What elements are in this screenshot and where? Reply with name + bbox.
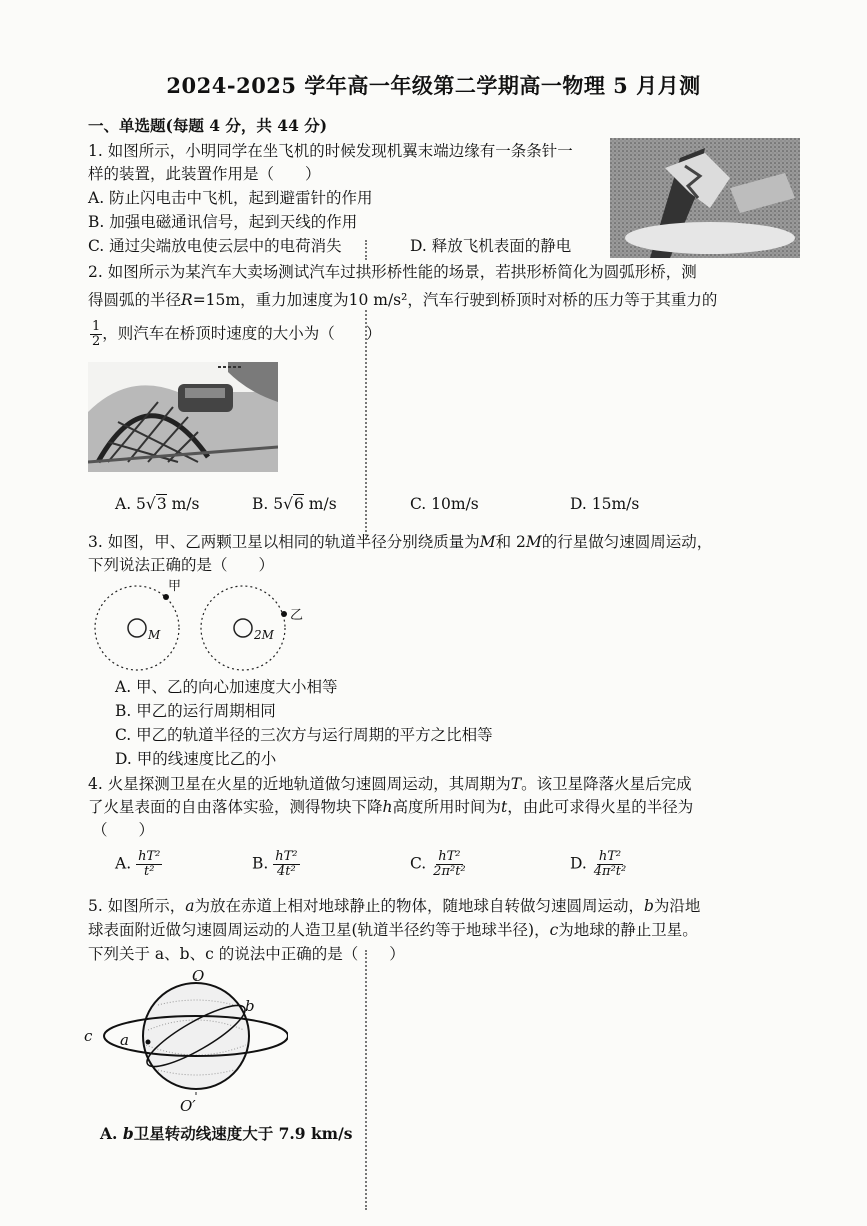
q1-option-d: D. 释放飞机表面的静电 — [410, 237, 572, 255]
arch-bridge-photo — [88, 362, 278, 472]
q4-a-fraction — [136, 850, 162, 879]
q4-b-num: hT² — [275, 849, 298, 864]
q2-stem-line3 — [90, 320, 381, 349]
q3-option-a: A. 甲、乙的向心加速度大小相等 — [115, 678, 338, 696]
q5-stem-line1 — [88, 896, 700, 916]
q3-option-c: C. 甲乙的轨道半径的三次方与运行周期的平方之比相等 — [115, 726, 493, 744]
q5-stem-line3: 下列关于 a、b、c 的说法中正确的是（ ） — [88, 945, 405, 963]
q2-gravity-value: 10 m/s² — [348, 291, 408, 309]
q2-option-b — [252, 494, 337, 514]
q2-stem-line2 — [88, 290, 717, 310]
q3-text-mid: 和 2 — [495, 533, 526, 551]
label-O-prime: O′ — [180, 1097, 196, 1115]
q4-stem-line1 — [88, 774, 692, 794]
q5-var-c: c — [549, 921, 559, 939]
q4-option-b — [252, 850, 300, 879]
center-dotted-line-1 — [365, 240, 367, 260]
label-O: O — [192, 967, 205, 985]
q4-option-c — [410, 850, 468, 879]
q4-d-label: D. — [570, 854, 587, 873]
q4-a-label: A. — [115, 854, 132, 873]
q2-a-unit: m/s — [166, 495, 200, 513]
q4-d-den: 4π²t² — [593, 864, 627, 879]
q4-text-1a: 4. 火星探测卫星在火星的近地轨道做匀速圆周运动，其周期为 — [88, 775, 511, 793]
q5-stem-line2 — [88, 920, 698, 940]
q4-text-2b: 高度所用时间为 — [392, 798, 502, 816]
q2-stem-line1: 2. 如图所示为某汽车大卖场测试汽车过拱形桥性能的场景，若拱形桥简化为圆弧形桥，测 — [88, 263, 697, 281]
q5-text-2a: 球表面附近做匀速圆周运动的人造卫星(轨道半径约等于地球半径)， — [88, 921, 550, 939]
q4-var-t: t — [501, 798, 508, 816]
q2-frac-den: 2 — [92, 334, 101, 349]
q4-c-den: 2π²t² — [433, 864, 466, 879]
q5-text-1a: 5. 如图所示， — [88, 897, 186, 915]
q4-c-num: hT² — [438, 849, 461, 864]
q2-b-unit: m/s — [303, 495, 337, 513]
section-heading: 一、单选题(每题 4 分，共 44 分) — [88, 116, 328, 135]
q5-a-text: 卫星转动线速度大于 7.9 km/s — [133, 1124, 353, 1143]
q5-text-1c: 为沿地 — [653, 897, 701, 915]
label-a: a — [120, 1031, 129, 1049]
q3-var-2M: M — [525, 533, 542, 551]
q2-var-R: R — [181, 291, 193, 309]
q4-stem-line3: （ ） — [92, 821, 155, 839]
q4-b-den: 4t² — [277, 864, 296, 879]
q2-text-a: 得圆弧的半径 — [88, 291, 182, 309]
q5-option-a — [100, 1124, 352, 1144]
label-yi: 乙 — [290, 608, 304, 623]
q2-option-d: D. 15m/s — [570, 495, 640, 513]
center-dotted-line-3 — [365, 950, 367, 1210]
wingtip-photo — [610, 138, 800, 258]
q5-a-var: b — [122, 1124, 134, 1143]
q1-option-a: A. 防止闪电击中飞机，起到避雷针的作用 — [88, 189, 373, 207]
label-c: c — [84, 1027, 93, 1045]
q1-stem-line2: 样的装置，此装置作用是（ ） — [88, 165, 321, 183]
label-2M: 2M — [254, 628, 274, 642]
q2-fraction — [90, 320, 102, 349]
q4-text-2c: ，由此可求得火星的半径为 — [507, 798, 694, 816]
q5-a-label: A. — [100, 1124, 118, 1143]
q3-option-b: B. 甲乙的运行周期相同 — [115, 702, 276, 720]
q4-c-label: C. — [410, 854, 427, 873]
q4-text-1b: 。该卫星降落火星后完成 — [521, 775, 692, 793]
q4-d-num: hT² — [598, 849, 622, 864]
q4-b-fraction — [273, 850, 299, 879]
q2-b-radicand: 6 — [294, 495, 304, 513]
q3-text-1: 3. 如图，甲、乙两颗卫星以相同的轨道半径分别绕质量为 — [88, 533, 480, 551]
q4-stem-line2 — [88, 797, 693, 817]
q2-text-line3: ，则汽车在桥顶时速度的大小为（ ） — [102, 324, 382, 343]
q1-stem-line1: 1. 如图所示，小明同学在坐飞机的时候发现机翼末端边缘有一条条针一 — [88, 142, 573, 160]
q4-var-h: h — [382, 798, 393, 816]
q2-b-pre: B. 5 — [252, 495, 284, 513]
q5-text-2b: 为地球的静止卫星。 — [558, 921, 698, 939]
q2-a-radicand: 3 — [156, 495, 167, 513]
q2-frac-num: 1 — [92, 319, 101, 334]
q2-a-pre: A. 5 — [115, 495, 146, 513]
q1-option-c: C. 通过尖端放电使云层中的电荷消失 — [88, 237, 342, 255]
sqrt-sign: √ — [145, 495, 156, 513]
q3-stem-line2: 下列说法正确的是（ ） — [88, 556, 275, 574]
q4-d-fraction — [592, 850, 628, 879]
q2-text-c: =15m，重力加速度为 — [192, 291, 349, 309]
q2-option-a — [115, 494, 200, 514]
q4-b-label: B. — [252, 854, 269, 873]
q4-a-num: hT² — [138, 849, 161, 864]
q3-option-d: D. 甲的线速度比乙的小 — [115, 750, 277, 768]
q4-a-den: t² — [143, 864, 155, 879]
q3-text-end: 的行星做匀速圆周运动， — [541, 533, 713, 551]
label-M: M — [148, 628, 161, 642]
label-jia: 甲 — [168, 579, 182, 594]
satellite-orbits-diagram — [90, 578, 320, 678]
q2-option-c: C. 10m/s — [410, 495, 479, 513]
label-b: b — [245, 997, 255, 1015]
q4-option-a — [115, 850, 162, 879]
q5-var-b: b — [643, 897, 654, 915]
q4-var-T: T — [510, 775, 522, 793]
q2-text-e: ，汽车行驶到桥顶时对桥的压力等于其重力的 — [407, 291, 718, 309]
q5-var-a: a — [185, 897, 195, 915]
sqrt-sign: √ — [283, 495, 293, 513]
q3-stem-line1 — [88, 532, 712, 552]
earth-orbits-diagram — [88, 970, 288, 1110]
q1-option-b: B. 加强电磁通讯信号，起到天线的作用 — [88, 213, 358, 231]
q4-c-fraction — [431, 850, 467, 879]
q3-var-M: M — [479, 533, 496, 551]
q4-option-d — [570, 850, 628, 879]
q4-text-2a: 了火星表面的自由落体实验，测得物块下降 — [88, 798, 383, 816]
q5-text-1b: 为放在赤道上相对地球静止的物体，随地球自转做匀速圆周运动， — [194, 897, 644, 915]
page-title: 2024-2025 学年高一年级第二学期高一物理 5 月月测 — [166, 73, 701, 98]
